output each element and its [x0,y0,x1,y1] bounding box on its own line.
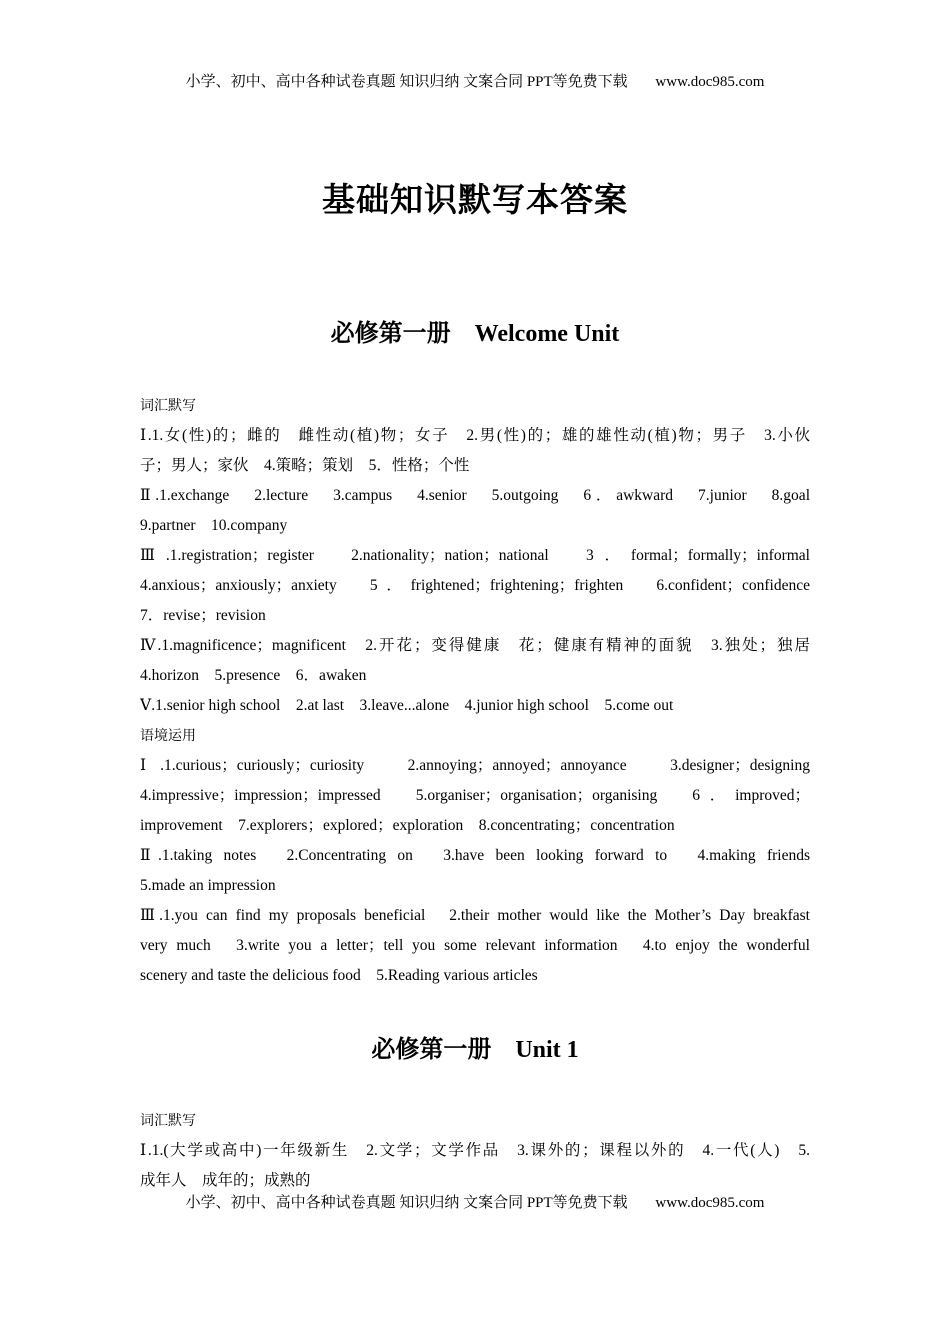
section-heading: 必修第一册 Unit 1 [371,1037,579,1063]
section-body-welcome-unit [140,391,810,991]
header-text: 小学、初中、高中各种试卷真题 知识归纳 文案合同 PPT等免费下载 [185,74,628,90]
section-heading: 必修第一册 Welcome Unit [330,321,620,347]
answer-line: Ⅳ.1.magnificence；magnificent 2.开花；变得健康 花；健康有精神的面貌 3.独处；独居 [140,637,810,654]
page-header [0,70,950,91]
answer-line: 成年人 成年的；成熟的 [140,1172,311,1189]
answer-line: Ⅲ.1.you can find my proposals beneficial 2.their mother would like the Mother’s Day breakfast [140,907,810,924]
answer-line: Ⅱ.1.taking notes 2.Concentrating on 3.have been looking forward to 4.making friends [140,847,810,864]
answer-line: Ⅱ.1.exchange 2.lecture 3.campus 4.senior 5.outgoing 6．awkward 7.junior 8.goal [140,487,810,504]
answer-line: Ⅲ.1.registration；register 2.nationality；nation；national 3．formal；formally；informal [140,547,810,564]
answer-line: Ⅴ.1.senior high school 2.at last 3.leave...alone 4.junior high school 5.come out [140,697,674,714]
section-body-unit-1 [140,1106,810,1196]
answer-line: 7．revise；revision [140,607,266,624]
answer-line: 子；男人；家伙 4.策略；策划 5．性格；个性 [140,457,470,474]
footer-text: 小学、初中、高中各种试卷真题 知识归纳 文案合同 PPT等免费下载 [185,1195,628,1211]
subsection-label: 词汇默写 [140,1113,196,1129]
footer-url: www.doc985.com [655,1195,765,1211]
answer-line: improvement 7.explorers；explored；exploration 8.concentrating；concentration [140,817,675,834]
answer-line: 4.horizon 5.presence 6．awaken [140,667,367,684]
subsection-label: 词汇默写 [140,398,196,414]
page-footer [0,1191,950,1212]
header-url: www.doc985.com [655,74,765,90]
document-title: 基础知识默写本答案 [322,183,628,219]
answer-line: Ⅰ.1.(大学或高中)一年级新生 2.文学；文学作品 3.课外的；课程以外的 4.一代(人) 5. [140,1142,810,1159]
answer-line: scenery and taste the delicious food 5.Reading various articles [140,967,538,984]
answer-line: Ⅰ.1.女(性)的；雌的 雌性动(植)物；女子 2.男(性)的；雄的雄性动(植)物；男子 3.小伙 [140,427,810,444]
answer-line: 4.anxious；anxiously；anxiety 5．frightened；frightening；frighten 6.confident；confidence [140,577,810,594]
subsection-label: 语境运用 [140,728,196,744]
answer-line: very much 3.write you a letter；tell you some relevant information 4.to enjoy the wonderful [140,937,810,954]
answer-line: 9.partner 10.company [140,517,288,534]
answer-line: 5.made an impression [140,877,276,894]
answer-line: 4.impressive；impression；impressed 5.organiser；organisation；organising 6．improved； [140,787,810,804]
answer-line: Ⅰ.1.curious；curiously；curiosity 2.annoying；annoyed；annoyance 3.designer；designing [140,757,810,774]
